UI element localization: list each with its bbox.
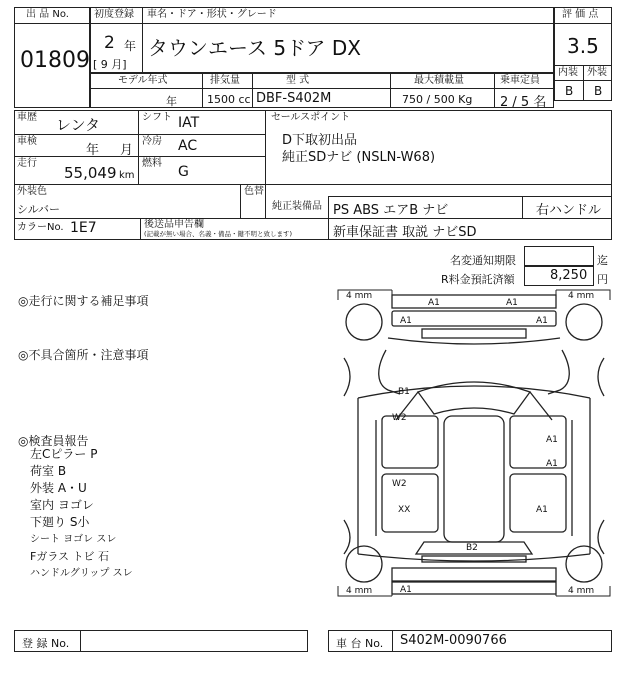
tire-tread-rr-label: 4 mm	[568, 586, 595, 596]
damage-mark: XX	[398, 505, 411, 515]
steering-value: 右ハンドル	[536, 203, 602, 218]
inspector-line: 荷室 B	[30, 464, 67, 478]
exterior-color-value: シルバー	[17, 203, 60, 216]
damage-mark: A1	[400, 585, 412, 595]
damage-mark: A1	[546, 435, 558, 445]
first-registration-year-unit: 年	[124, 39, 137, 53]
inspector-line: 左Cピラー P	[30, 447, 98, 461]
damage-mark: B1	[398, 387, 410, 397]
max-load-label: 最大積載量	[414, 75, 464, 86]
displacement-value: 1500 cc	[207, 93, 251, 106]
first-registration-year: 2	[104, 33, 115, 53]
inspector-report-list	[30, 446, 133, 582]
lot-number-label: 出 品 No.	[26, 9, 69, 20]
equipment-value: PS ABS エアB ナビ	[333, 203, 449, 218]
history-label: 車歴	[17, 112, 37, 123]
recycle-fee-label: R料金預託済額	[441, 273, 515, 286]
shipping-note: (記載が無い場合、名義・備品・鍵不明と致します)	[144, 230, 293, 238]
sales-point-line-2: 純正SDナビ (NSLN-W68)	[282, 150, 436, 165]
recycle-fee-unit: 円	[597, 273, 608, 286]
driving-notes-title: ◎走行に関する補足事項	[18, 294, 149, 308]
fuel-label: 燃料	[142, 158, 162, 169]
first-registration-label: 初度登録	[94, 9, 134, 20]
model-type-label: 型 式	[286, 75, 310, 86]
vehicle-name: タウンエース 5ドア DX	[148, 36, 361, 60]
inspector-line: シート ヨゴレ スレ	[30, 534, 117, 545]
damage-mark: B2	[466, 543, 478, 553]
ac-value: AC	[178, 138, 198, 154]
damage-mark: W2	[392, 479, 407, 489]
exterior-grade: B	[594, 84, 603, 98]
fuel-value: G	[178, 164, 189, 180]
tire-tread-fl-label: 4 mm	[346, 291, 373, 301]
model-year-label: モデル年式	[118, 75, 168, 86]
capacity-label: 乗車定員	[500, 75, 540, 86]
name-change-deadline-label: 名変通知期限	[450, 254, 516, 267]
name-change-deadline-field	[524, 246, 594, 266]
inspector-line: Fガラス トビ 石	[30, 550, 109, 563]
exterior-label: 外装	[587, 67, 607, 78]
ac-label: 冷房	[142, 136, 162, 147]
tire-tread-rl-label: 4 mm	[346, 586, 373, 596]
inspector-line: ハンドルグリップ スレ	[30, 568, 133, 579]
score-label: 評 価 点	[562, 9, 599, 20]
sales-point-line-1: D下取初出品	[282, 133, 358, 148]
lot-number: 01809	[20, 48, 90, 73]
score-value: 3.5	[567, 34, 599, 58]
model-year-unit: 年	[166, 95, 177, 108]
shipping-label: 後送品申告欄	[144, 219, 204, 230]
history-value: レンタ	[56, 116, 101, 134]
color-number-value: 1E7	[70, 220, 97, 236]
shift-value: IAT	[178, 115, 200, 131]
max-load-value: 750 / 500 Kg	[402, 93, 473, 106]
name-change-deadline-unit: 迄	[597, 254, 608, 267]
inspection-month-unit: 月	[120, 143, 134, 158]
tire-tread-fr-label: 4 mm	[568, 291, 595, 301]
interior-grade: B	[565, 84, 574, 98]
exterior-color-label: 外装色	[17, 186, 47, 197]
sales-point-label: セールスポイント	[271, 112, 351, 123]
car-damage-diagram	[336, 288, 612, 598]
chassis-number-label: 車 台 No.	[336, 637, 384, 650]
damage-mark: A1	[546, 459, 558, 469]
mileage-value: 55,049	[64, 164, 117, 182]
displacement-label: 排気量	[210, 75, 240, 86]
mileage-label: 走行	[17, 158, 37, 169]
model-type-value: DBF-S402M	[256, 91, 332, 106]
inspector-report-title: ◎検査員報告	[18, 434, 89, 448]
first-registration-month: [ 9 月]	[93, 58, 127, 71]
damage-mark: A1	[400, 316, 412, 326]
damage-mark: A1	[506, 298, 518, 308]
interior-label: 内装	[558, 67, 578, 78]
inspection-label: 車検	[17, 136, 37, 147]
equipment-label: 純正装備品	[272, 201, 322, 212]
capacity-value: 2 / 5 名	[500, 95, 547, 110]
chassis-number-value: S402M-0090766	[400, 633, 507, 648]
inspector-line: 外装 A・U	[30, 481, 87, 495]
defects-notes-title: ◎不具合箇所・注意事項	[18, 348, 149, 362]
mileage-unit: km	[119, 170, 135, 181]
shipping-items: 新車保証書 取説 ナビSD	[333, 225, 477, 240]
registration-number-label: 登 録 No.	[22, 637, 70, 650]
damage-mark: A1	[536, 505, 548, 515]
inspection-year-unit: 年	[86, 143, 100, 158]
color-number-label: カラーNo.	[17, 222, 64, 233]
recycle-fee-value: 8,250	[550, 268, 588, 283]
damage-mark: A1	[536, 316, 548, 326]
inspector-line: 下廻り S小	[30, 515, 90, 529]
vehicle-name-label: 車名・ドア・形状・グレード	[147, 9, 277, 20]
damage-mark: A1	[428, 298, 440, 308]
damage-mark: W2	[392, 413, 407, 423]
recolor-label: 色替	[244, 186, 264, 197]
inspector-line: 室内 ヨゴレ	[30, 498, 94, 512]
shift-label: シフト	[142, 112, 172, 123]
